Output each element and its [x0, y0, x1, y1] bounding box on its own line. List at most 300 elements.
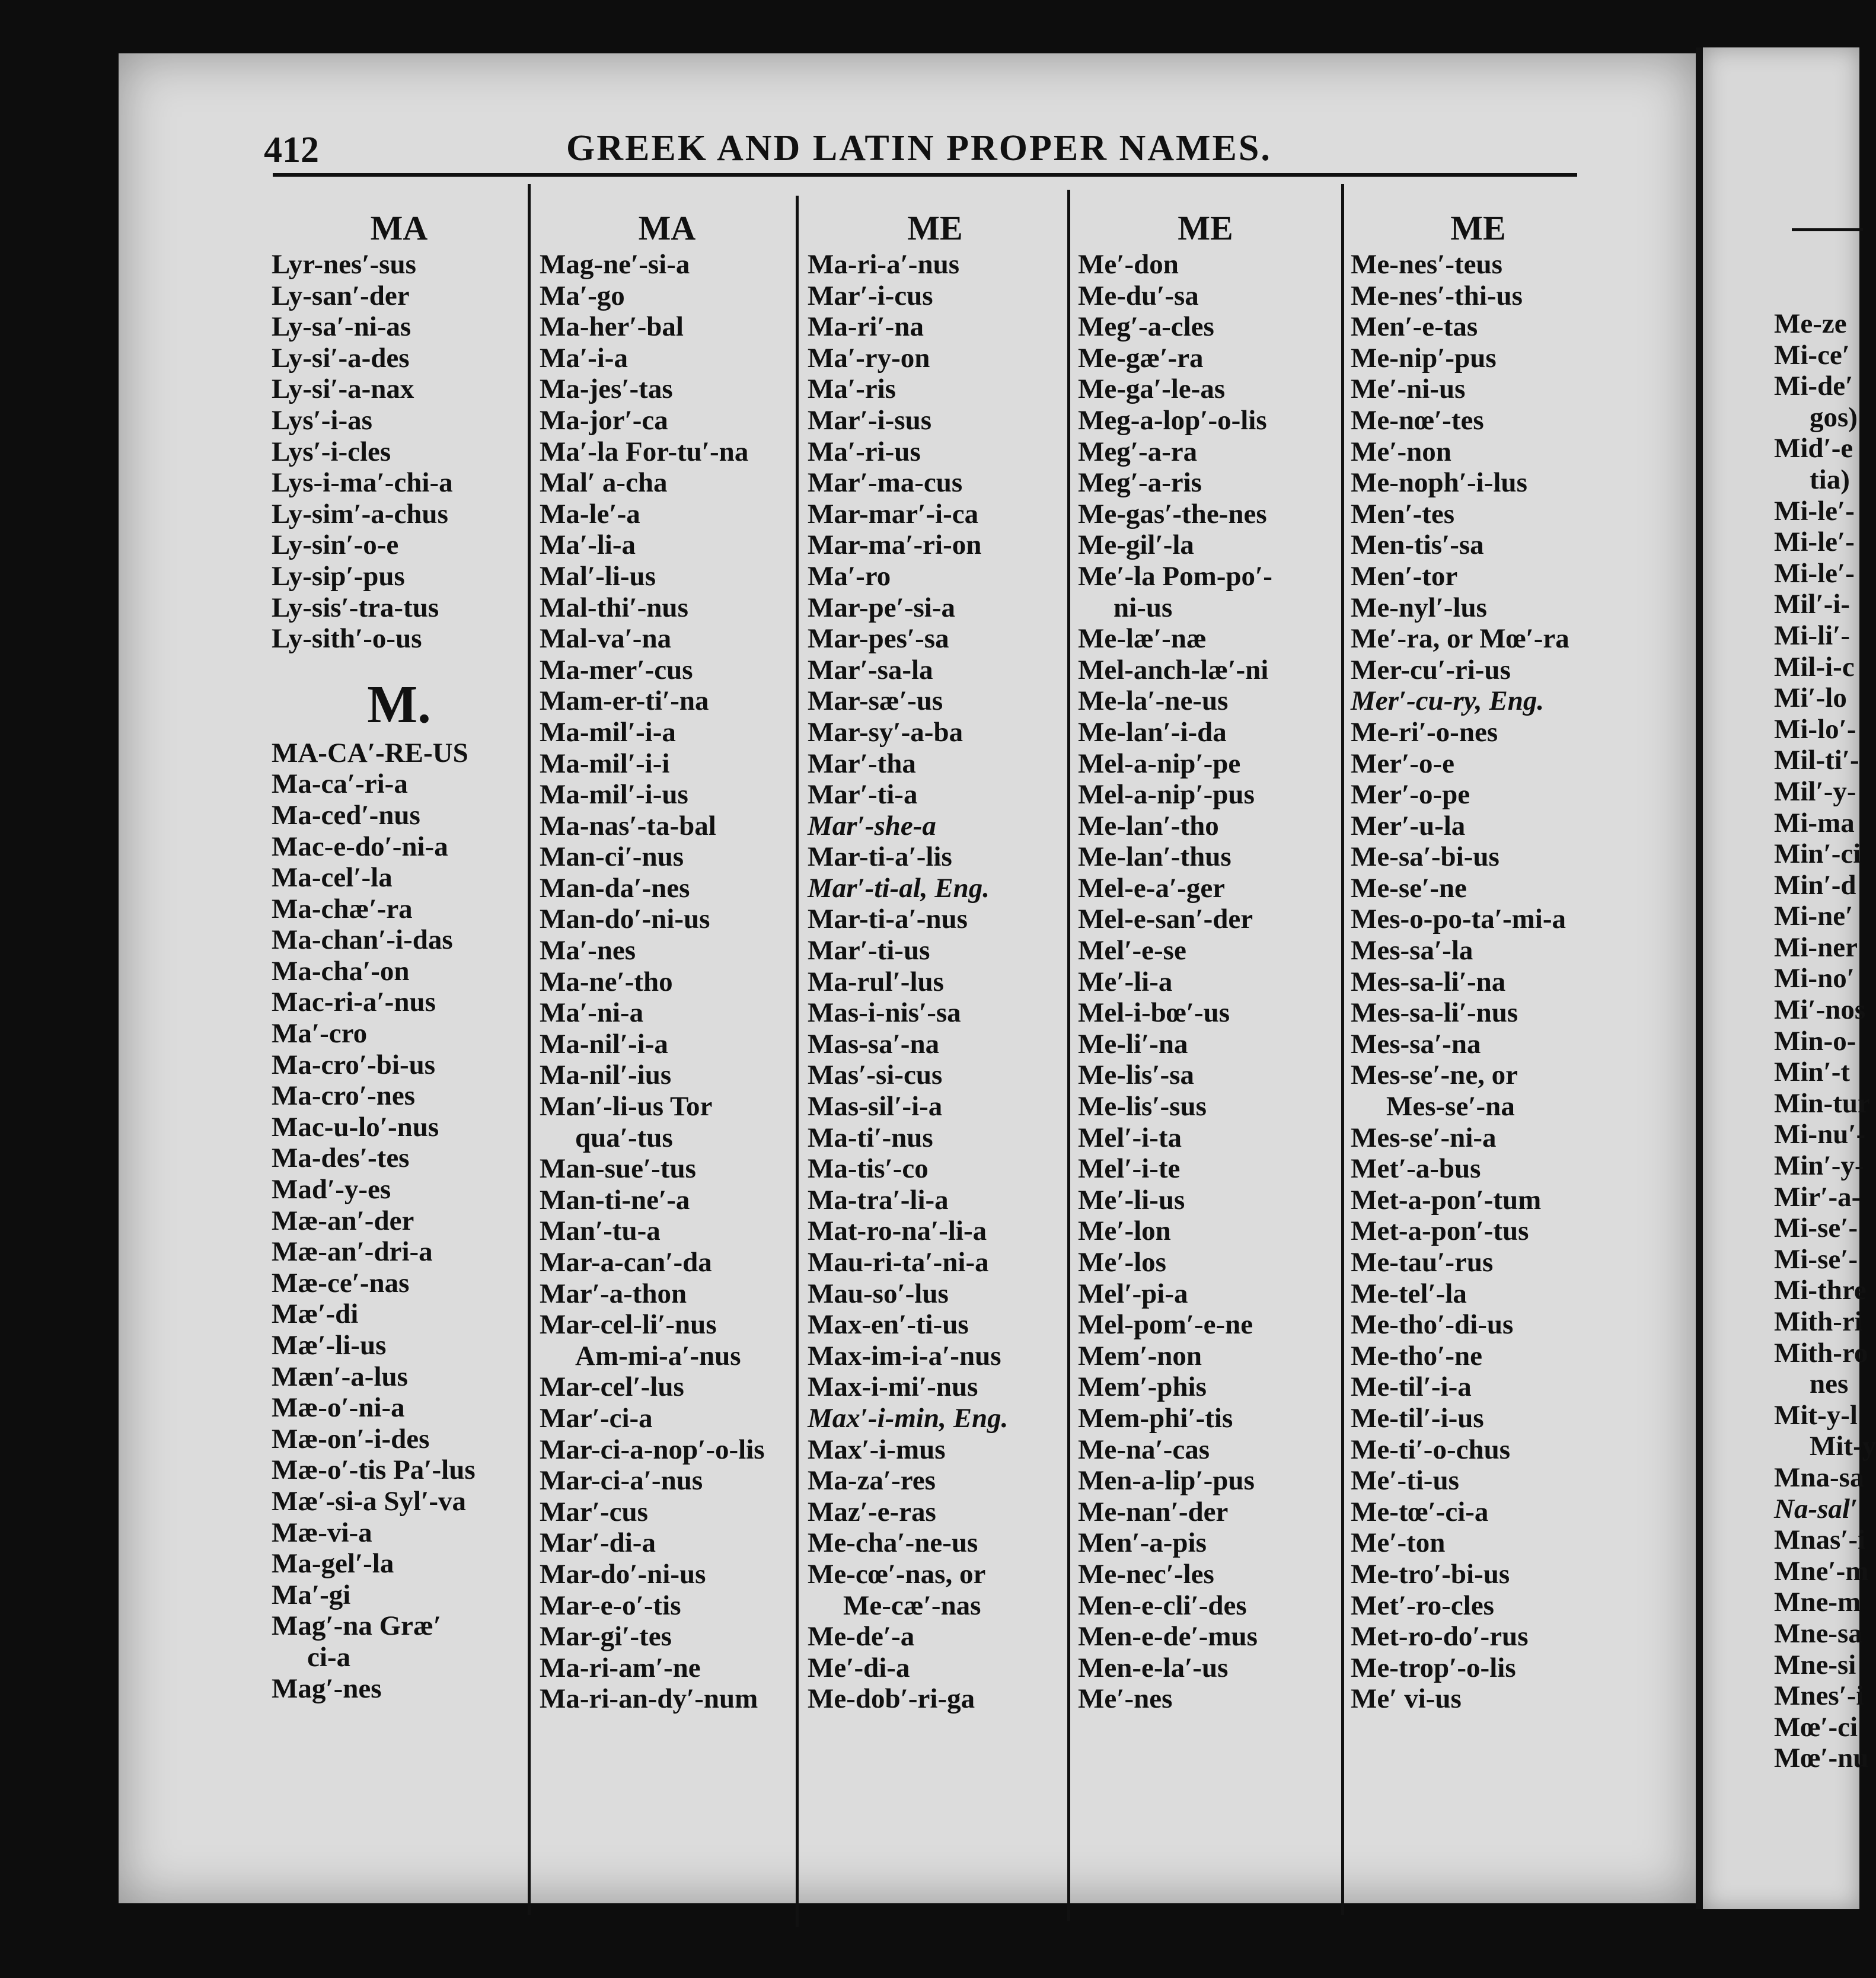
header-rule	[273, 173, 1577, 177]
name-entry: Mal-va′-na	[540, 623, 672, 655]
page-title: GREEK AND LATIN PROPER NAMES.	[566, 128, 1272, 168]
name-entry: Men′-e-tas	[1351, 311, 1478, 343]
name-entry: Mel-a-nip′-pus	[1078, 779, 1255, 811]
name-entry: Meg′-a-cles	[1078, 311, 1214, 343]
name-entry: Ly-san′-der	[272, 280, 410, 311]
column-divider	[528, 184, 531, 1915]
name-entry: Ma-jor′-ca	[540, 404, 668, 436]
name-entry: Ma-mer′-cus	[540, 654, 693, 685]
name-entry: Mar′-ti-us	[808, 935, 930, 966]
name-entry: Mes-sa′-la	[1351, 935, 1473, 966]
name-entry: Ma-le′-a	[540, 498, 640, 529]
name-entry: Mem-phi′-tis	[1078, 1402, 1233, 1434]
name-entry: Met-a-pon′-tum	[1351, 1184, 1542, 1215]
name-entry: Mel-e-san′-der	[1078, 904, 1253, 935]
name-entry: Me-lan′-tho	[1078, 810, 1219, 841]
name-entry: Man-do′-ni-us	[540, 904, 710, 935]
name-entry: Mas-sil′-i-a	[808, 1091, 943, 1122]
name-entry: Mar′-she-a	[808, 810, 936, 841]
name-entry: Men-a-lip′-pus	[1078, 1465, 1255, 1497]
name-entry: Mith-ri	[1774, 1306, 1862, 1337]
name-entry: Mœ′-ci	[1774, 1711, 1858, 1743]
name-entry: Me-tœ′-ci-a	[1351, 1496, 1489, 1527]
name-entry: Mar-ci-a-nop′-o-lis	[540, 1434, 765, 1465]
name-entry: Mel′-pi-a	[1078, 1278, 1188, 1309]
name-entry: Me-til′-i-us	[1351, 1402, 1484, 1434]
name-entry: Me-nœ′-tes	[1351, 404, 1484, 436]
name-entry: Men-e-de′-mus	[1078, 1621, 1258, 1652]
name-entry: Ma-ne′-tho	[540, 966, 673, 997]
name-entry: Mne′-m	[1774, 1555, 1869, 1587]
name-entry: Mna-sa	[1774, 1462, 1864, 1493]
entry-list	[808, 249, 1063, 1715]
name-entry: Mel-i-bœ′-us	[1078, 997, 1230, 1029]
name-entry: Men′-tor	[1351, 560, 1458, 592]
name-entry: Mer′-o-pe	[1351, 779, 1470, 811]
name-entry: Mil′-i-	[1774, 589, 1851, 620]
name-entry: Mœ′-nu	[1774, 1743, 1869, 1774]
name-entry: Mi′-nos	[1774, 994, 1866, 1026]
name-entry: Man′-li-us Tor	[540, 1091, 713, 1122]
name-entry: Ma-ti′-nus	[808, 1122, 933, 1153]
name-entry: Mi-ma	[1774, 807, 1855, 838]
name-entry: Me-tho′-ne	[1351, 1340, 1483, 1371]
name-column-4	[1078, 208, 1333, 1715]
name-entry: Me-ri′-o-nes	[1351, 716, 1498, 748]
name-entry: Mes-sa′-na	[1351, 1028, 1481, 1060]
name-entry: Mar-sy′-a-ba	[808, 716, 963, 748]
name-entry: Mar-gi′-tes	[540, 1621, 672, 1652]
name-entry: Mam-er-ti′-na	[540, 685, 709, 717]
name-entry: Me-nan′-der	[1078, 1496, 1229, 1527]
name-entry: Mar′-i-sus	[808, 404, 932, 436]
name-entry: Me′-don	[1078, 249, 1179, 280]
name-entry: Mag′-nes	[272, 1673, 382, 1704]
name-entry: Min′-y-	[1774, 1150, 1864, 1182]
name-entry: Mel′-e-se	[1078, 935, 1186, 966]
name-entry: Me-nes′-teus	[1351, 249, 1502, 280]
name-entry: Ma-cha′-on	[272, 955, 410, 987]
name-entry: Me-se′-ne	[1351, 872, 1467, 904]
name-entry: Mat-ro-na′-li-a	[808, 1215, 987, 1247]
name-entry: Mi-le′-	[1774, 495, 1855, 527]
name-entry: Me′-non	[1351, 436, 1451, 467]
name-entry: Ma-cro′-bi-us	[272, 1049, 436, 1080]
name-entry: Mar′-tha	[808, 748, 916, 779]
name-entry: Man-da′-nes	[540, 872, 690, 904]
name-entry: Meg′-a-ris	[1078, 467, 1202, 499]
column-divider	[796, 196, 799, 1927]
name-entry: Mæ-an′-dri-a	[272, 1236, 433, 1268]
name-entry: Mæ-vi-a	[272, 1517, 372, 1548]
name-entry: Mag-ne′-si-a	[540, 249, 690, 280]
name-entry: Ma-ca′-ri-a	[272, 768, 408, 800]
name-entry: Me-tel′-la	[1351, 1278, 1467, 1309]
name-entry: Maz′-e-ras	[808, 1496, 936, 1527]
name-entry: Mar′-di-a	[540, 1527, 656, 1559]
name-entry: Ly-sip′-pus	[272, 560, 405, 592]
name-entry: Me-cæ′-nas	[843, 1590, 981, 1621]
name-entry: Man-ti-ne′-a	[540, 1184, 690, 1215]
name-entry: Man-ci′-nus	[540, 841, 684, 873]
name-entry: Me-cha′-ne-us	[808, 1527, 978, 1559]
name-entry: Ly-sin′-o-e	[272, 529, 399, 561]
name-entry: Max-en′-ti-us	[808, 1309, 969, 1341]
name-entry: Mel-anch-læ′-ni	[1078, 654, 1269, 685]
name-entry: Mal-thi′-nus	[540, 592, 688, 623]
name-entry: Mnas′-i	[1774, 1524, 1866, 1556]
name-entry: Lys′-i-as	[272, 404, 372, 436]
name-entry: Me′-ni-us	[1351, 374, 1466, 405]
name-entry: Mel′-i-ta	[1078, 1122, 1182, 1153]
name-entry: Ly-si′-a-nax	[272, 374, 414, 405]
name-entry: Men′-a-pis	[1078, 1527, 1207, 1559]
name-entry: Me-lis′-sus	[1078, 1091, 1207, 1122]
name-entry: Min-tur	[1774, 1087, 1870, 1119]
column-head: MA	[370, 209, 428, 247]
name-entry: Mar-pe′-si-a	[808, 592, 955, 623]
column-divider	[1067, 190, 1070, 1921]
name-entry: Me-gæ′-ra	[1078, 342, 1204, 374]
column-divider	[1341, 184, 1344, 1915]
name-entry: Me-lan′-thus	[1078, 841, 1231, 873]
name-entry: Man′-tu-a	[540, 1215, 661, 1247]
name-entry: Mer′-cu-ry, Eng.	[1351, 685, 1545, 717]
name-entry: tia)	[1810, 464, 1850, 495]
name-entry: Me′-li-a	[1078, 966, 1173, 997]
name-entry: Mi-ce′	[1774, 339, 1851, 371]
name-entry: Mi′-lo	[1774, 682, 1847, 714]
name-entry: Mæ-o′-tis Pa′-lus	[272, 1454, 476, 1486]
name-entry: Mne-sa	[1774, 1618, 1862, 1649]
name-entry: Mac-e-do′-ni-a	[272, 831, 448, 862]
name-column-1	[272, 208, 527, 1704]
entry-list	[1078, 249, 1333, 1715]
name-entry: Ma′-li-a	[540, 529, 636, 561]
name-entry: Mæ′-si-a Syl′-va	[272, 1485, 466, 1517]
name-entry: Mir′-a-	[1774, 1181, 1861, 1213]
name-entry: Ma-ri-am′-ne	[540, 1652, 701, 1683]
name-entry: Am-mi-a′-nus	[575, 1340, 741, 1371]
name-entry: Mar-sæ′-us	[808, 685, 943, 717]
name-entry: Mne-m	[1774, 1587, 1861, 1618]
name-entry: Mi-de′	[1774, 371, 1853, 402]
name-entry: Ma′-la For-tu′-na	[540, 436, 749, 467]
name-entry: Me′-ton	[1351, 1527, 1446, 1559]
name-entry: Mar-pes′-sa	[808, 623, 949, 655]
name-entry: Ma′-ri-us	[808, 436, 921, 467]
name-entry: qua′-tus	[575, 1122, 673, 1153]
name-entry: Mad′-y-es	[272, 1174, 391, 1205]
name-entry: Mar-ci-a′-nus	[540, 1465, 703, 1497]
name-entry: Ma′-go	[540, 280, 625, 311]
name-entry: Mæ-o′-ni-a	[272, 1392, 405, 1424]
name-entry: Me-lis′-sa	[1078, 1060, 1194, 1091]
name-entry: Men-tis′-sa	[1351, 529, 1484, 561]
name-entry: Lys′-i-cles	[272, 436, 391, 467]
name-entry: Mi-ne′	[1774, 901, 1853, 932]
name-entry: Mel-a-nip′-pe	[1078, 748, 1241, 779]
name-entry: Me-nec′-les	[1078, 1558, 1214, 1590]
entry-list	[272, 249, 527, 655]
name-entry: Ma′-gi	[272, 1579, 351, 1610]
section-letter: M.	[367, 675, 431, 734]
name-entry: Mes-sa-li′-na	[1351, 966, 1506, 997]
name-entry: Min′-d	[1774, 869, 1856, 901]
name-entry: Me′-ti-us	[1351, 1465, 1459, 1497]
name-entry: Ma-ri-an-dy′-num	[540, 1683, 758, 1715]
name-entry: Mel-e-a′-ger	[1078, 872, 1226, 904]
name-entry: Meg′-a-ra	[1078, 436, 1198, 467]
name-entry: Mar-ti-a′-nus	[808, 904, 968, 935]
name-entry: Ma-jes′-tas	[540, 374, 673, 405]
name-entry: Ma-nil′-i-a	[540, 1028, 668, 1060]
name-entry: Ma-ri-a′-nus	[808, 249, 960, 280]
name-entry: Mi-se′-	[1774, 1213, 1858, 1244]
name-entry: Me′-nes	[1078, 1683, 1173, 1715]
name-entry: Ma′-ry-on	[808, 342, 930, 374]
name-entry: Mar-cel-li′-nus	[540, 1309, 717, 1341]
name-entry: Me-ga′-le-as	[1078, 374, 1226, 405]
name-entry: Mer-cu′-ri-us	[1351, 654, 1511, 685]
name-entry: Mi-thre	[1774, 1275, 1867, 1306]
name-entry: Me-ti′-o-chus	[1351, 1434, 1511, 1465]
name-entry: Ma′-i-a	[540, 342, 628, 374]
name-entry: Mi-li′-	[1774, 620, 1851, 651]
name-entry: Me-de′-a	[808, 1621, 915, 1652]
name-entry: Me-tho′-di-us	[1351, 1309, 1514, 1341]
name-entry: Men-e-la′-us	[1078, 1652, 1229, 1683]
name-entry: gos)	[1810, 401, 1858, 433]
right-page-header-rule	[1792, 228, 1863, 231]
column-head: ME	[1450, 209, 1506, 247]
name-entry: Me-cœ′-nas, or	[808, 1558, 986, 1590]
name-entry: Mar′-ti-al, Eng.	[808, 872, 990, 904]
column-head: ME	[1178, 209, 1233, 247]
column-head: MA	[638, 209, 696, 247]
name-entry: Mer′-o-e	[1351, 748, 1454, 779]
name-entry: Mar-mar′-i-ca	[808, 498, 979, 529]
name-entry: Mes-o-po-ta′-mi-a	[1351, 904, 1566, 935]
name-entry: Mar′-sa-la	[808, 654, 933, 685]
name-entry: Me-tau′-rus	[1351, 1247, 1494, 1278]
name-entry: Mit-y	[1810, 1431, 1876, 1462]
name-entry: Met-a-pon′-tus	[1351, 1215, 1529, 1247]
name-entry: Me-sa′-bi-us	[1351, 841, 1499, 873]
book-page-right	[1696, 47, 1876, 1909]
name-entry: Mes-se′-ne, or	[1351, 1060, 1518, 1091]
name-entry: Mit-y-l	[1774, 1399, 1858, 1431]
name-entry: Ly-sis′-tra-tus	[272, 592, 439, 623]
name-entry: Mel′-i-te	[1078, 1153, 1181, 1185]
name-entry: Me-na′-cas	[1078, 1434, 1210, 1465]
name-entry: Ma-za′-res	[808, 1465, 936, 1497]
name-entry: Mæ-an′-der	[272, 1205, 414, 1236]
name-entry: Mar-do′-ni-us	[540, 1558, 706, 1590]
name-entry: Me-gas′-the-nes	[1078, 498, 1267, 529]
name-entry: Mi-ner	[1774, 931, 1858, 963]
name-entry: Me-li′-na	[1078, 1028, 1188, 1060]
name-entry: Mes-se′-ni-a	[1351, 1122, 1497, 1153]
name-entry: Max-im-i-a′-nus	[808, 1340, 1001, 1371]
name-entry: Mil-i-c	[1774, 651, 1855, 682]
name-entry: Ma′-nes	[540, 935, 636, 966]
name-entry: Mau-ri-ta′-ni-a	[808, 1247, 989, 1278]
name-entry: Ma-nil′-ius	[540, 1060, 672, 1091]
name-entry: Ly-sa′-ni-as	[272, 311, 411, 343]
name-entry: Mes-sa-li′-nus	[1351, 997, 1518, 1029]
name-entry: Mnes′-i	[1774, 1680, 1864, 1712]
name-entry: Ma-tra′-li-a	[808, 1184, 949, 1215]
name-entry: Mas-sa′-na	[808, 1028, 940, 1060]
name-entry: Ma-her′-bal	[540, 311, 684, 343]
name-entry: Mæ-on′-i-des	[272, 1423, 430, 1454]
name-entry: Me-læ′-næ	[1078, 623, 1207, 655]
name-entry: Me-ze	[1774, 308, 1847, 339]
name-entry: Ma-cro′-nes	[272, 1080, 416, 1112]
name-entry: Mem′-non	[1078, 1340, 1202, 1371]
name-entry: Me-trop′-o-lis	[1351, 1652, 1516, 1683]
name-entry: Mi-le′-	[1774, 527, 1855, 558]
name-entry: Mas′-si-cus	[808, 1060, 943, 1091]
name-entry: Ma-mil′-i-us	[540, 779, 688, 811]
name-entry: Ma-ri′-na	[808, 311, 924, 343]
name-entry: Mar-cel′-lus	[540, 1371, 684, 1403]
name-entry: Mar-e-o′-tis	[540, 1590, 681, 1621]
name-entry: Lys-i-ma′-chi-a	[272, 467, 453, 499]
name-entry: Min′-ci	[1774, 838, 1861, 870]
name-entry: Max′-i-min, Eng.	[808, 1402, 1009, 1434]
name-entry: Mæn′-a-lus	[272, 1361, 408, 1392]
name-entry: Max-i-mi′-nus	[808, 1371, 978, 1403]
name-entry: Min′-t	[1774, 1057, 1851, 1088]
name-entry: Mi-nu′-	[1774, 1119, 1866, 1150]
name-entry: Ma′-ni-a	[540, 997, 644, 1029]
name-entry: Mæ′-li-us	[272, 1330, 387, 1361]
name-entry: Mi-no′	[1774, 963, 1855, 994]
name-entry: Mar-ti-a′-lis	[808, 841, 952, 873]
name-entry: Mi-lo′-	[1774, 713, 1856, 745]
name-entry: Ly-sith′-o-us	[272, 623, 422, 655]
name-entry: Meg-a-lop′-o-lis	[1078, 404, 1267, 436]
name-entry: Ma-chæ′-ra	[272, 893, 413, 924]
name-entry: Man-sue′-tus	[540, 1153, 696, 1185]
name-entry: Ma-des′-tes	[272, 1143, 410, 1174]
name-entry: Ma-rul′-lus	[808, 966, 944, 997]
name-column-2	[540, 208, 795, 1715]
name-entry: Mau-so′-lus	[808, 1278, 949, 1309]
name-entry: Me-gil′-la	[1078, 529, 1194, 561]
name-entry: Me-til′-i-a	[1351, 1371, 1472, 1403]
name-entry: Mar-ma′-ri-on	[808, 529, 982, 561]
name-entry: Mem′-phis	[1078, 1371, 1207, 1403]
name-entry: Mil-ti′-	[1774, 745, 1859, 776]
name-entry: MA-CA′-RE-US	[272, 737, 468, 768]
name-entry: Ma′-ro	[808, 560, 891, 592]
name-entry: Mas-i-nis′-sa	[808, 997, 961, 1029]
name-entry: Men′-tes	[1351, 498, 1455, 529]
name-entry: Mæ-ce′-nas	[272, 1267, 410, 1299]
name-entry: Me-du′-sa	[1078, 280, 1199, 311]
name-entry: Mag′-na Græ′	[272, 1610, 442, 1642]
entry-list	[272, 738, 527, 1704]
name-entry: Men-e-cli′-des	[1078, 1590, 1247, 1621]
name-entry: Mac-u-lo′-nus	[272, 1111, 439, 1143]
name-entry: Mer′-u-la	[1351, 810, 1466, 841]
name-entry: Mac-ri-a′-nus	[272, 987, 436, 1018]
name-entry: Ma′-cro	[272, 1018, 368, 1049]
name-entry: Mne-si	[1774, 1649, 1856, 1680]
name-entry: Na-sal′	[1774, 1493, 1858, 1524]
name-entry: Mi-se′-	[1774, 1243, 1858, 1275]
name-entry: Mar′-cus	[540, 1496, 648, 1527]
name-entry: Mith-ro	[1774, 1337, 1868, 1368]
name-entry: Ly-si′-a-des	[272, 342, 410, 374]
name-entry: Me-noph′-i-lus	[1351, 467, 1527, 499]
name-entry: Me-la′-ne-us	[1078, 685, 1229, 717]
name-entry: Mid′-e	[1774, 433, 1853, 464]
name-entry: Mæ′-di	[272, 1299, 359, 1330]
column-head: ME	[907, 209, 963, 247]
page-number: 412	[264, 130, 319, 170]
name-entry: Me′-ra, or Mœ′-ra	[1351, 623, 1569, 655]
name-entry: Ma-nas′-ta-bal	[540, 810, 716, 841]
name-entry: Ma-gel′-la	[272, 1548, 394, 1580]
name-entry: Me-nyl′-lus	[1351, 592, 1487, 623]
name-entry: nes	[1810, 1368, 1849, 1400]
name-entry: Mil′-y-	[1774, 776, 1856, 807]
entry-list	[540, 249, 795, 1715]
name-entry: Ly-sim′-a-chus	[272, 498, 448, 529]
name-entry: Mar′-ma-cus	[808, 467, 963, 499]
name-entry: Me′-los	[1078, 1247, 1166, 1278]
name-entry: Ma-chan′-i-das	[272, 924, 453, 956]
name-entry: Ma′-ris	[808, 374, 896, 405]
right-page-column	[1774, 308, 1876, 1774]
name-entry: Met′-a-bus	[1351, 1153, 1481, 1185]
name-entry: Me′-la Pom-po′-	[1078, 560, 1272, 592]
name-entry: Mes-se′-na	[1386, 1091, 1515, 1122]
name-entry: Met-ro-do′-rus	[1351, 1621, 1529, 1652]
name-entry: Me′-di-a	[808, 1652, 910, 1683]
name-entry: Mal′-li-us	[540, 560, 656, 592]
name-entry: Ma-cel′-la	[272, 862, 393, 894]
name-entry: Ma-mil′-i-a	[540, 716, 676, 748]
name-entry: Me′ vi-us	[1351, 1683, 1462, 1715]
name-entry: ni-us	[1114, 592, 1173, 623]
name-entry: Me-nes′-thi-us	[1351, 280, 1523, 311]
name-entry: Me-dob′-ri-ga	[808, 1683, 975, 1715]
name-entry: Ma-tis′-co	[808, 1153, 929, 1185]
name-entry: Me-tro′-bi-us	[1351, 1558, 1510, 1590]
name-column-5	[1351, 208, 1606, 1715]
name-entry: Ma-ced′-nus	[272, 799, 420, 831]
name-entry: Met′-ro-cles	[1351, 1590, 1494, 1621]
name-entry: Mar′-ci-a	[540, 1402, 653, 1434]
name-entry: Me′-li-us	[1078, 1184, 1185, 1215]
name-column-3	[808, 208, 1063, 1715]
name-entry: Me-lan′-i-da	[1078, 716, 1227, 748]
name-entry: ci-a	[307, 1641, 351, 1673]
name-entry: Mi-le′-	[1774, 557, 1855, 589]
name-entry: Me′-lon	[1078, 1215, 1171, 1247]
name-entry: Mel-pom′-e-ne	[1078, 1309, 1253, 1341]
name-entry: Mar′-a-thon	[540, 1278, 687, 1309]
name-entry: Me-nip′-pus	[1351, 342, 1497, 374]
name-entry: Min-o-	[1774, 1025, 1856, 1057]
name-entry: Mal′ a-cha	[540, 467, 668, 499]
name-entry: Mar′-ti-a	[808, 779, 918, 811]
